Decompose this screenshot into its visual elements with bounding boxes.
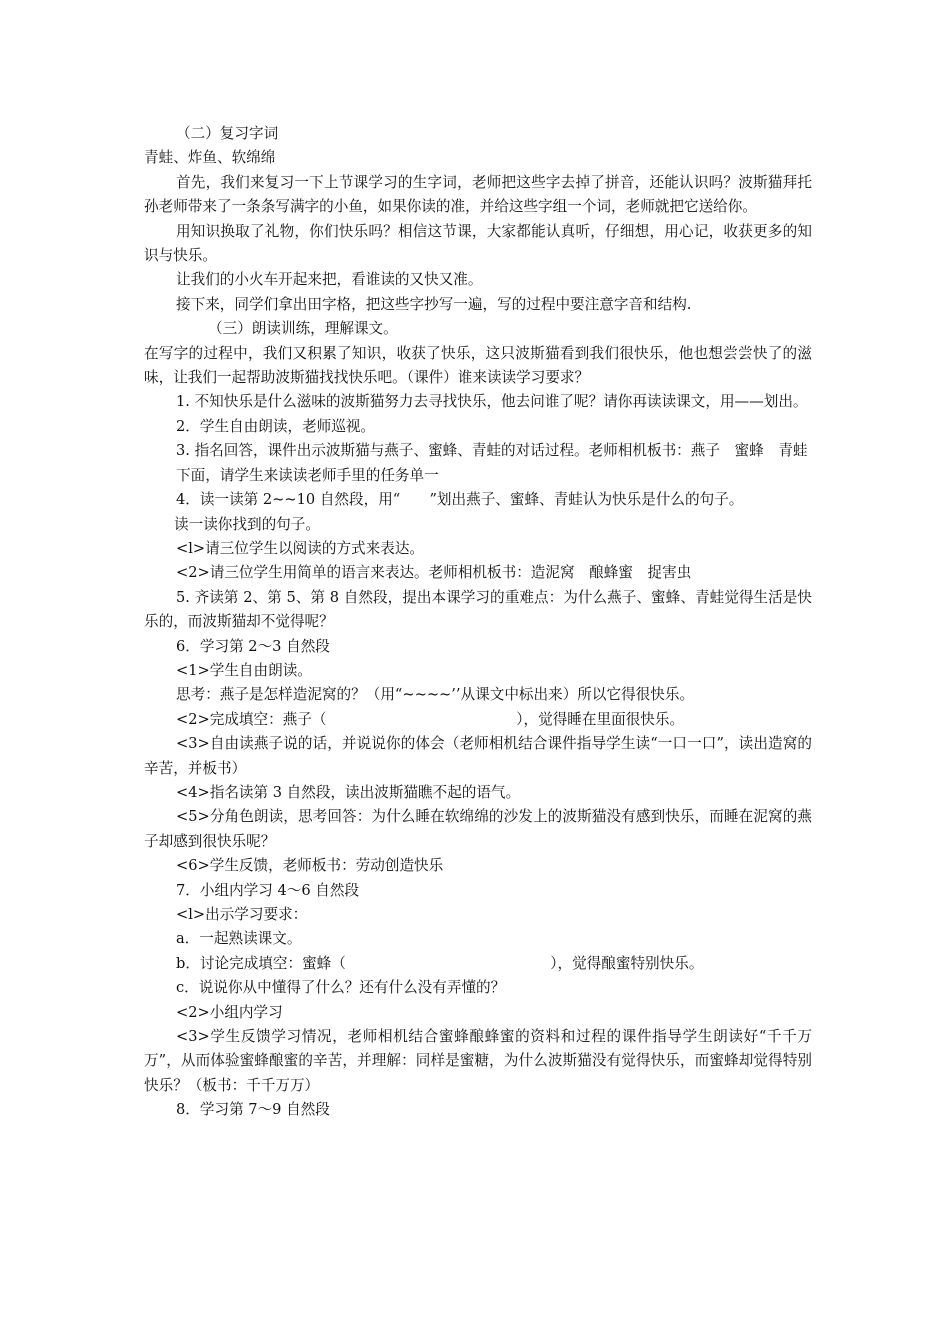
paragraph: 接下来，同学们拿出田字格，把这些字抄写一遍，写的过程中要注意字音和结构. (176, 295, 692, 313)
list-item: 8．学习第 7～9 自然段 (176, 1101, 330, 1119)
sub-item: <3>自由读燕子说的话，并说说你的体会（老师相机结合课件指导学生读“一口一口”，读出造窝的辛苦，并板书） (144, 735, 812, 777)
sub-item: <2>小组内学习 (176, 1003, 283, 1021)
sub-item: c．说说你从中懂得了什么？还有什么没有弄懂的？ (176, 979, 506, 997)
paragraph: 在写字的过程中，我们又积累了知识，收获了快乐，这只波斯猫看到我们很快乐，他也想尝尝快了的滋味，让我们一起帮助波斯猫找找快乐吧。（课件）谁来读读学习要求？ (144, 344, 812, 387)
sub-item: <6>学生反馈，老师板书：劳动创造快乐 (176, 857, 444, 875)
sub-item: <5>分角色朗读，思考回答：为什么睡在软绵绵的沙发上的波斯猫没有感到快乐，而睡在泥窝的燕子却感到很快乐呢？ (144, 808, 812, 850)
paragraph: 让我们的小火车开起来把，看谁读的又快又准。 (176, 271, 483, 289)
sub-item: <3>学生反馈学习情况，老师相机结合蜜蜂酿蜂蜜的资料和过程的课件指导学生朗读好“千千万万”，从而体验蜜蜂酿蜜的辛苦，并理解：同样是蜜糖，为什么波斯猫没有觉得快乐，而蜜蜂却觉得特别快乐？（板书：千千万万） (144, 1028, 812, 1094)
list-item: 4．读一读第 2~~10 自然段，用“ ”划出燕子、蜜蜂、青蛙认为快乐是什么的句子。 (176, 491, 744, 509)
sub-item: <4>指名读第 3 自然段，读出波斯猫瞧不起的语气。 (176, 783, 521, 801)
list-item: 7．小组内学习 4～6 自然段 (176, 881, 360, 899)
sub-item: <2>完成填空：燕子（ ），觉得睡在里面很快乐。 (176, 710, 685, 728)
sub-item: <l>请三位学生以阅读的方式来表达。 (176, 539, 425, 557)
word-list: 青蛙、炸鱼、软绵绵 (144, 149, 276, 167)
paragraph: 用知识换取了礼物，你们快乐吗？相信这节课，大家都能认真听，仔细想，用心记，收获更多的知识与快乐。 (144, 222, 812, 265)
sub-item: <2>请三位学生用简单的语言来表达。老师相机板书：造泥窝 酿蜂蜜 捉害虫 (176, 564, 692, 582)
list-item: 6．学习第 2～3 自然段 (176, 637, 330, 655)
list-item: 1. 不知快乐是什么滋味的波斯猫努力去寻找快乐，他去问谁了呢？请你再读读课文，用——划出。 (176, 393, 808, 411)
list-item: 5. 齐读第 2、第 5、第 8 自然段，提出本课学习的重难点：为什么燕子、蜜蜂、青蛙觉得生活是快乐的，而波斯猫却不觉得呢？ (144, 588, 812, 631)
section-heading-review: （二）复习字词 (176, 125, 279, 142)
paragraph: 首先，我们来复习一下上节课学习的生字词，老师把这些字去掉了拼音，还能认识吗？波斯猫拜托孙老师带来了一条条写满字的小鱼，如果你读的准，并给这些字组一个词，老师就把它送给你。 (144, 173, 812, 216)
list-item: 3. 指名回答，课件出示波斯猫与燕子、蜜蜂、青蛙的对话过程。老师相机板书：燕子 蜜蜂 青蛙 (176, 442, 808, 460)
list-item: 2．学生自由朗读，老师巡视。 (176, 417, 376, 435)
sub-item: <1>学生自由朗读。 (176, 661, 312, 679)
sub-item: b．讨论完成填空：蜜蜂（ ），觉得酿蜜特别快乐。 (176, 954, 704, 972)
document-body (144, 122, 812, 1123)
sub-item: <l>出示学习要求： (176, 906, 308, 923)
section-heading-reading: （三）朗读训练，理解课文。 (208, 320, 398, 338)
paragraph: 读一读你找到的句子。 (174, 515, 320, 533)
sub-item: a．一起熟读课文。 (176, 930, 302, 948)
paragraph: 思考：燕子是怎样造泥窝的？（用“~~~~’’从课文中标出来）所以它得很快乐。 (176, 686, 695, 704)
paragraph: 下面，请学生来读读老师手里的任务单一 (176, 466, 439, 484)
